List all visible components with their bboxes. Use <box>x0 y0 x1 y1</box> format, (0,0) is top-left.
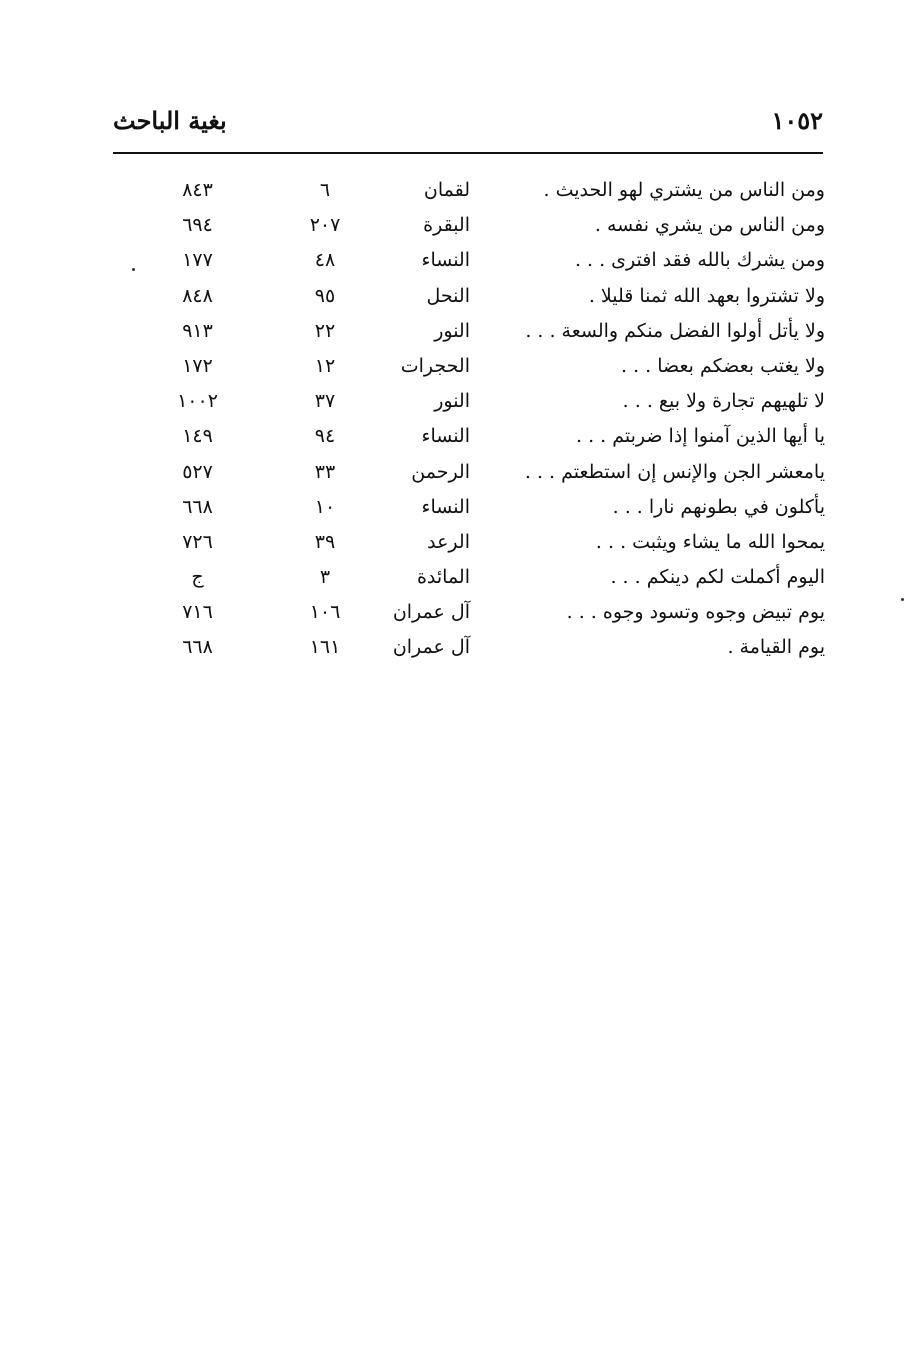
table-row <box>160 455 825 490</box>
verse-text: اليوم أكملت لكم دينكم . . . <box>610 566 825 589</box>
page-reference: ٦٦٨ <box>182 495 213 518</box>
table-row <box>160 279 825 314</box>
verse-text: ومن الناس من يشري نفسه . <box>594 214 825 237</box>
verse-text: يامعشر الجن والإنس إن استطعتم . . . <box>524 460 825 483</box>
page-reference: ١٧٢ <box>182 354 213 377</box>
page-reference: ٨٤٣ <box>182 179 213 201</box>
surah-name: النساء <box>421 249 470 272</box>
surah-name: النساء <box>421 495 470 518</box>
surah-name: آل عمران <box>392 601 470 624</box>
surah-name: النحل <box>426 284 470 307</box>
scan-speck <box>132 268 135 271</box>
ayah-number: ٩٤ <box>314 425 336 448</box>
page-reference: ٦٦٨ <box>182 636 213 659</box>
ayah-number: ١٦١ <box>309 636 341 659</box>
page-reference: ج <box>191 566 204 589</box>
verse-text: ومن يشرك بالله فقد افترى . . . <box>574 249 825 272</box>
verse-text: يأكلون في بطونهم نارا . . . <box>612 495 825 518</box>
ayah-number: ٣٩ <box>314 530 336 553</box>
ayah-number: ١٢ <box>314 354 336 377</box>
verse-text: يا أيها الذين آمنوا إذا ضربتم . . . <box>575 425 825 448</box>
scan-speck <box>901 598 904 601</box>
table-row <box>160 349 825 384</box>
surah-name: النور <box>434 319 470 342</box>
page-header <box>113 106 823 142</box>
table-row <box>160 173 825 208</box>
ayah-number: ٣٣ <box>314 460 336 483</box>
ayah-number: ٣٧ <box>314 390 336 413</box>
surah-name: الرحمن <box>411 460 470 483</box>
surah-name: آل عمران <box>392 636 470 659</box>
ayah-number: ١٠ <box>314 495 336 518</box>
page-number: ١٠٥٢ <box>771 106 823 135</box>
table-row <box>160 243 825 278</box>
verse-text: يمحوا الله ما يشاء ويثبت . . . <box>595 530 825 553</box>
ayah-number: ٣ <box>319 566 331 589</box>
surah-name: المائدة <box>416 566 470 589</box>
table-row <box>160 419 825 454</box>
table-row <box>160 314 825 349</box>
page-reference: ١٠٠٢ <box>177 390 218 413</box>
table-row <box>160 384 825 419</box>
verse-text: يوم تبيض وجوه وتسود وجوه . . . <box>566 601 825 624</box>
verse-text: يوم القيامة . <box>727 636 825 659</box>
verse-text: ولا تشتروا بعهد الله ثمنا قليلا . <box>588 284 825 307</box>
table-row <box>160 560 825 595</box>
surah-name: لقمان <box>423 179 470 201</box>
page-reference: ١٧٧ <box>182 249 213 272</box>
ayah-number: ٤٨ <box>314 249 336 272</box>
verse-index-table <box>160 173 825 666</box>
page-reference: ٧١٦ <box>182 601 213 624</box>
surah-name: النساء <box>421 425 470 448</box>
ayah-number: ٩٥ <box>314 284 336 307</box>
verse-text: ولا يأتل أولوا الفضل منكم والسعة . . . <box>525 319 825 342</box>
surah-name: الحجرات <box>400 354 470 377</box>
table-row <box>160 208 825 243</box>
table-row <box>160 630 825 665</box>
surah-name: الرعد <box>427 530 470 553</box>
table-row <box>160 490 825 525</box>
table-row <box>160 525 825 560</box>
ayah-number: ١٠٦ <box>309 601 341 624</box>
ayah-number: ٢٢ <box>314 319 336 342</box>
header-rule <box>113 152 823 154</box>
ayah-number: ٢٠٧ <box>309 214 341 237</box>
ayah-number: ٦ <box>319 179 331 201</box>
page-reference: ٩١٣ <box>182 319 213 342</box>
verse-text: ومن الناس من يشتري لهو الحديث . <box>543 179 825 201</box>
page-reference: ١٤٩ <box>182 425 213 448</box>
page-reference: ٥٢٧ <box>182 460 213 483</box>
page-reference: ٦٩٤ <box>182 214 213 237</box>
running-title: بغية الباحث <box>113 106 227 135</box>
page-reference: ٧٢٦ <box>182 530 213 553</box>
table-row <box>160 595 825 630</box>
surah-name: البقرة <box>423 214 470 237</box>
verse-text: لا تلهيهم تجارة ولا بيع . . . <box>622 390 825 413</box>
verse-text: ولا يغتب بعضكم بعضا . . . <box>621 354 825 377</box>
page-reference: ٨٤٨ <box>182 284 213 307</box>
surah-name: النور <box>434 390 470 413</box>
